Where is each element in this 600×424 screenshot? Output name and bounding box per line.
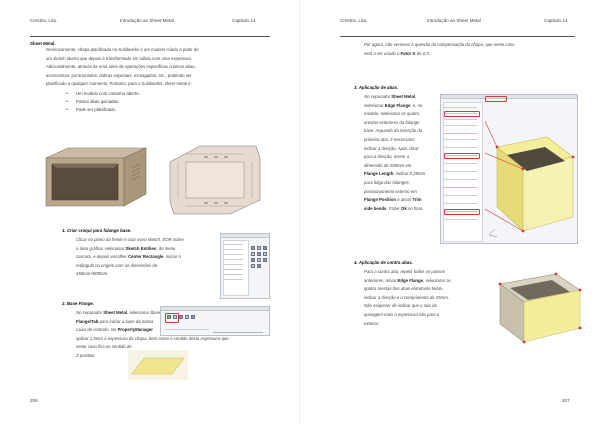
base-flange-preview (128, 350, 188, 380)
text-line: quinagem mais a espessura são para o (364, 311, 440, 317)
ui-term: Flange Length (364, 171, 394, 177)
text-line: acrescentos, punicionados, dobras especiais, esmagados, etc., podendo ser (46, 72, 192, 78)
text-line: Z positivo. (76, 352, 96, 358)
ui-term: Flange Position (364, 197, 396, 203)
ui-term: Center Rectangle (128, 254, 164, 260)
text-line: primeira aba, é necessário (364, 136, 415, 142)
step2-heading: 2. Base Flange. (62, 301, 94, 306)
text-line: para folga das falanges, (364, 179, 410, 185)
text-line: modelo, selecionar as quatro (364, 111, 420, 117)
text-line: Flange Position e ativar Trim (364, 197, 422, 203)
step1-heading: 1. Criar croquí para falange base. (62, 228, 132, 233)
edge-flange-model (485, 107, 577, 243)
ui-term: Fator K (400, 50, 416, 56)
text-line: 450mm×800mm. (76, 271, 109, 277)
header-rule (340, 36, 575, 37)
box-3d-illustration (40, 146, 152, 208)
text-line: neste caso fica no sentido de (76, 344, 132, 350)
sheet-metal-toolbar-screenshot (160, 306, 270, 336)
running-header-title: Introdução ao Sheet Metal (427, 18, 481, 23)
step1-paragraph (76, 236, 216, 279)
step3-paragraph (364, 93, 438, 213)
text-line: Flange Length, indicar 0,25mm (364, 171, 426, 177)
k-factor-note (364, 41, 572, 58)
bullet-item: • Possui abas quinadas. (62, 98, 140, 106)
flat-pattern-illustration (160, 140, 270, 216)
ui-term: Trim (412, 197, 422, 203)
text-line: No separador Sheet Metal, (364, 94, 417, 99)
running-header-chapter: Capítulo 14 (544, 18, 568, 23)
text-line: base. Aquando da inserção da (364, 128, 423, 134)
text-line: quatro arestas das abas entretanto feitas, (364, 286, 444, 292)
header-rule (30, 36, 270, 37)
text-line: a área gráfica, selecionar Sketch Entities, do menu (76, 245, 176, 251)
step4-paragraph (364, 268, 494, 328)
running-header-chapter: Capítulo 14 (232, 18, 256, 23)
text-line: posicionamento externo em (364, 188, 417, 194)
bullet-item: • Pode ser planificado. (62, 106, 140, 114)
text-line: cascata, e depois escolher Center Rectangle. Iniciar o (76, 254, 181, 260)
running-header-company: Crestrix, Lda. (340, 18, 368, 23)
ui-term: Sketch Entities (125, 245, 157, 251)
step3-heading: 3. Aplicação de abas. (354, 85, 399, 90)
feature-bullet-list (62, 90, 140, 114)
right-page (300, 0, 600, 424)
intro-paragraph (46, 46, 266, 89)
text-line: Clicar no plano da frente e criar novo sketch. EOR sobre (76, 237, 184, 242)
ui-term: Edge Flange (397, 277, 424, 283)
section-title: Sheet Metal. (30, 41, 56, 46)
ui-term: Flange/Tab (76, 318, 99, 324)
text-line: dimensão de 200mm em (364, 162, 412, 168)
edge-flange-screenshot (440, 94, 578, 244)
ui-term: Sheet Metal (391, 94, 416, 99)
text-line: aplicar 1,5mm à espessura da chapa, bem como o sentido desta espessura que (76, 335, 229, 341)
text-line: Não esquecer de indicar que o raio da (364, 303, 437, 309)
text-line: Por agora, não veremos a questão da compensação da chapa, que neste caso (364, 42, 515, 47)
text-line: Adicionalmente, através de uma série de operações específicas criamos abas, (46, 64, 196, 70)
text-line: retângulo na origem com as dimensões de (76, 262, 158, 268)
text-line: um sketch aberto que depois é transformado em sólido com uma espessura. (46, 55, 192, 61)
text-line: está a ser usado o Fator K de 0,5. (364, 50, 430, 56)
text-line: Para a contra aba, repetir todos os passos (364, 269, 445, 274)
ui-term: PropertyManager (117, 327, 153, 333)
page-number-left: 206 (30, 398, 38, 403)
bullet-item: • Um modelo com contorno aberto. (62, 90, 140, 98)
text-line: indicar a direção e o comprimento de 25mm. (364, 294, 450, 300)
page-number-right: 207 (562, 398, 570, 403)
text-line: indicar a direção. Após clicar (364, 145, 419, 151)
ui-term: Sheet Metal (103, 310, 128, 315)
text-line: selecionar Edge Flange, e, no (364, 102, 423, 108)
step4-heading: 4. Aplicação de contra abas. (354, 260, 413, 265)
text-line: caixa de controlo. No PropertyManager (76, 327, 153, 333)
text-line: anteriores. Ativar Edge Flange, selecionar as (364, 277, 451, 283)
ui-term: Ok (401, 205, 407, 211)
ui-term: side bends (364, 205, 387, 211)
counter-flange-illustration (496, 262, 586, 346)
text-line: Genericamente, chapa planificada no Solidworks é um modelo criado a partir de (46, 47, 199, 52)
sketch-menu-screenshot (220, 233, 270, 299)
text-line: exterior. (364, 320, 380, 326)
ui-term: Edge Flange (384, 102, 411, 108)
text-line: Flange/Tab para iniciar a base da nossa (76, 318, 154, 324)
running-header-title: Introdução ao Sheet Metal (120, 18, 174, 23)
text-line: planificado a qualquer momento. Portanto, para o Solidworks, sheet metal é: (46, 81, 192, 87)
text-line: para a direção, inserir a (364, 154, 410, 160)
text-line: side bends. Fazer Ok no final. (364, 205, 424, 211)
text-line: No separador Sheet Metal, selecionar Base (76, 310, 161, 315)
running-header-company: Crestrix, Lda. (30, 18, 58, 23)
text-line: arestas exteriores da falange (364, 119, 420, 125)
